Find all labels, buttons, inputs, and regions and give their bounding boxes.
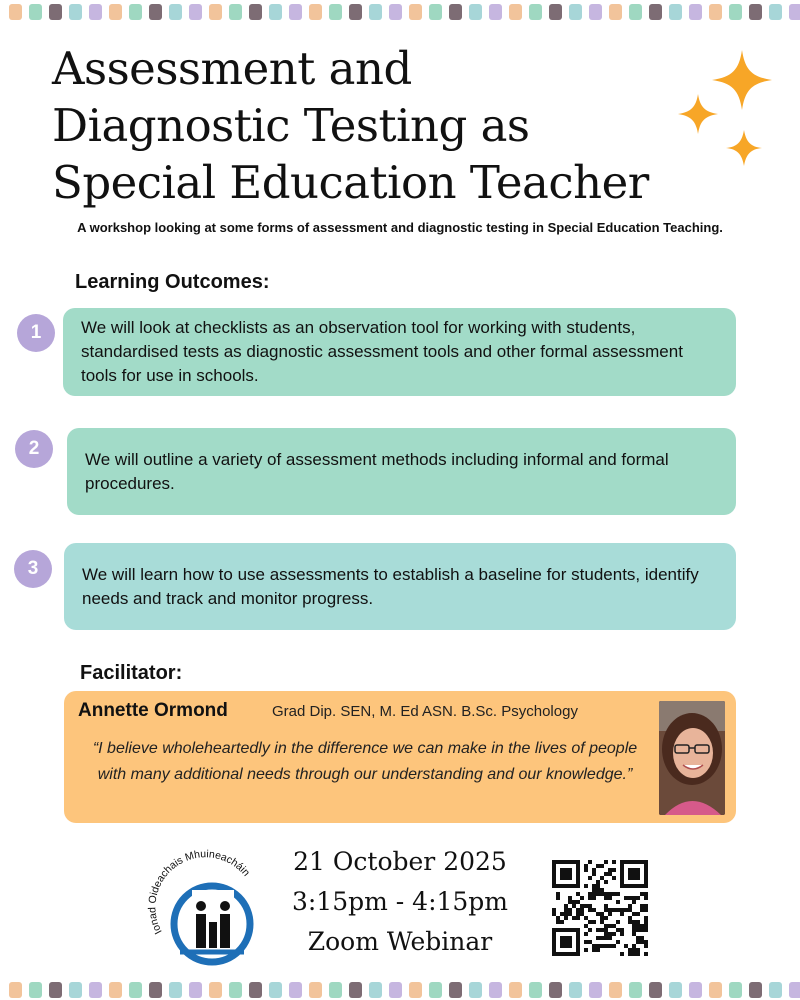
- page-title: [52, 40, 692, 211]
- border-dot: [449, 982, 462, 998]
- facilitator-credentials: Grad Dip. SEN, M. Ed ASN. B.Sc. Psychology: [272, 703, 578, 720]
- outcome-number-1: 1: [17, 314, 55, 352]
- border-dot: [149, 982, 162, 998]
- border-dot: [529, 982, 542, 998]
- ionad-oideachais-logo: [140, 840, 280, 970]
- border-dot: [29, 982, 42, 998]
- border-dot: [689, 4, 702, 20]
- border-dot: [709, 982, 722, 998]
- border-dot: [129, 982, 142, 998]
- border-dot: [429, 4, 442, 20]
- border-dot: [669, 4, 682, 20]
- border-dot: [269, 982, 282, 998]
- border-dot: [29, 4, 42, 20]
- border-dot: [709, 4, 722, 20]
- border-dot: [489, 982, 502, 998]
- border-dot: [189, 982, 202, 998]
- border-dot: [409, 4, 422, 20]
- outcome-card-3: [64, 543, 736, 630]
- border-dot: [549, 4, 562, 20]
- sparkle-large: [712, 50, 772, 110]
- outcome-number-3: 3: [14, 550, 52, 588]
- border-dot: [129, 4, 142, 20]
- border-dot: [469, 982, 482, 998]
- border-dot: [49, 4, 62, 20]
- border-dot: [249, 982, 262, 998]
- subtitle: A workshop looking at some forms of assessment and diagnostic testing in Special Education Teaching.: [77, 220, 723, 235]
- border-dot: [409, 982, 422, 998]
- border-dot: [509, 4, 522, 20]
- sparkle-small-right: [726, 130, 762, 166]
- border-dot: [529, 4, 542, 20]
- border-dot: [209, 982, 222, 998]
- border-dot: [649, 982, 662, 998]
- border-dot: [349, 4, 362, 20]
- border-dot: [109, 982, 122, 998]
- border-dot: [229, 4, 242, 20]
- border-dot: [449, 4, 462, 20]
- border-dot: [689, 982, 702, 998]
- border-dot: [649, 4, 662, 20]
- border-dot: [609, 4, 622, 20]
- border-dot: [429, 982, 442, 998]
- facilitator-name: Annette Ormond: [78, 700, 228, 721]
- border-dot: [149, 4, 162, 20]
- border-dot: [509, 982, 522, 998]
- outcome-card-2: [67, 428, 736, 515]
- border-dot: [789, 982, 800, 998]
- border-dot: [789, 4, 800, 20]
- border-dot: [389, 982, 402, 998]
- border-dot: [9, 4, 22, 20]
- border-dot: [289, 982, 302, 998]
- border-dot: [109, 4, 122, 20]
- top-dot-border: [0, 4, 800, 20]
- border-dot: [89, 982, 102, 998]
- title-line-2: Diagnostic Testing as: [52, 99, 530, 152]
- border-dot: [249, 4, 262, 20]
- border-dot: [89, 4, 102, 20]
- border-dot: [369, 982, 382, 998]
- border-dot: [489, 4, 502, 20]
- border-dot: [349, 982, 362, 998]
- border-dot: [69, 4, 82, 20]
- border-dot: [729, 982, 742, 998]
- border-dot: [169, 4, 182, 20]
- border-dot: [49, 982, 62, 998]
- border-dot: [169, 982, 182, 998]
- border-dot: [229, 982, 242, 998]
- event-format: Zoom Webinar: [307, 927, 493, 956]
- border-dot: [209, 4, 222, 20]
- border-dot: [289, 4, 302, 20]
- border-dot: [669, 982, 682, 998]
- sparkle-small-left: [678, 94, 718, 134]
- facilitator-quote: “I believe wholeheartedly in the difference we can make in the lives of people with many additional needs through our understanding and our knowledge.”: [92, 740, 638, 783]
- event-time: 3:15pm - 4:15pm: [291, 887, 509, 916]
- bottom-dot-border: [0, 982, 800, 998]
- border-dot: [329, 4, 342, 20]
- border-dot: [269, 4, 282, 20]
- sparkle-icon: [676, 50, 786, 180]
- border-dot: [189, 4, 202, 20]
- border-dot: [769, 982, 782, 998]
- outcome-number-2: 2: [15, 430, 53, 468]
- border-dot: [749, 4, 762, 20]
- border-dot: [629, 4, 642, 20]
- border-dot: [9, 982, 22, 998]
- border-dot: [749, 982, 762, 998]
- border-dot: [389, 4, 402, 20]
- border-dot: [569, 4, 582, 20]
- event-details: [260, 842, 540, 962]
- border-dot: [469, 4, 482, 20]
- facilitator-heading: Facilitator:: [80, 662, 183, 684]
- border-dot: [629, 982, 642, 998]
- border-dot: [609, 982, 622, 998]
- outcome-text-3: We will learn how to use assessments to establish a baseline for students, identify needs and track and monitor progress.: [82, 564, 699, 608]
- event-date: 21 October 2025: [293, 847, 507, 876]
- learning-outcomes-heading: Learning Outcomes:: [75, 271, 270, 293]
- border-dot: [309, 982, 322, 998]
- border-dot: [769, 4, 782, 20]
- border-dot: [549, 982, 562, 998]
- border-dot: [589, 982, 602, 998]
- facilitator-photo: [659, 701, 725, 815]
- outcome-text-1: We will look at checklists as an observation tool for working with students, standardised tests as diagnostic assessment tools and other formal assessment tools for use in schools.: [81, 318, 683, 385]
- logo-text: Ionad Oideachais Mhuineacháin: [146, 848, 253, 937]
- border-dot: [329, 982, 342, 998]
- border-dot: [569, 982, 582, 998]
- border-dot: [69, 982, 82, 998]
- border-dot: [729, 4, 742, 20]
- qr-code-icon: [552, 860, 648, 956]
- outcome-text-2: We will outline a variety of assessment methods including informal and formal procedures.: [85, 449, 669, 493]
- outcome-card-1: [63, 308, 736, 396]
- border-dot: [589, 4, 602, 20]
- border-dot: [309, 4, 322, 20]
- title-line-3: Special Education Teacher: [52, 156, 649, 209]
- border-dot: [369, 4, 382, 20]
- title-line-1: Assessment and: [52, 42, 412, 95]
